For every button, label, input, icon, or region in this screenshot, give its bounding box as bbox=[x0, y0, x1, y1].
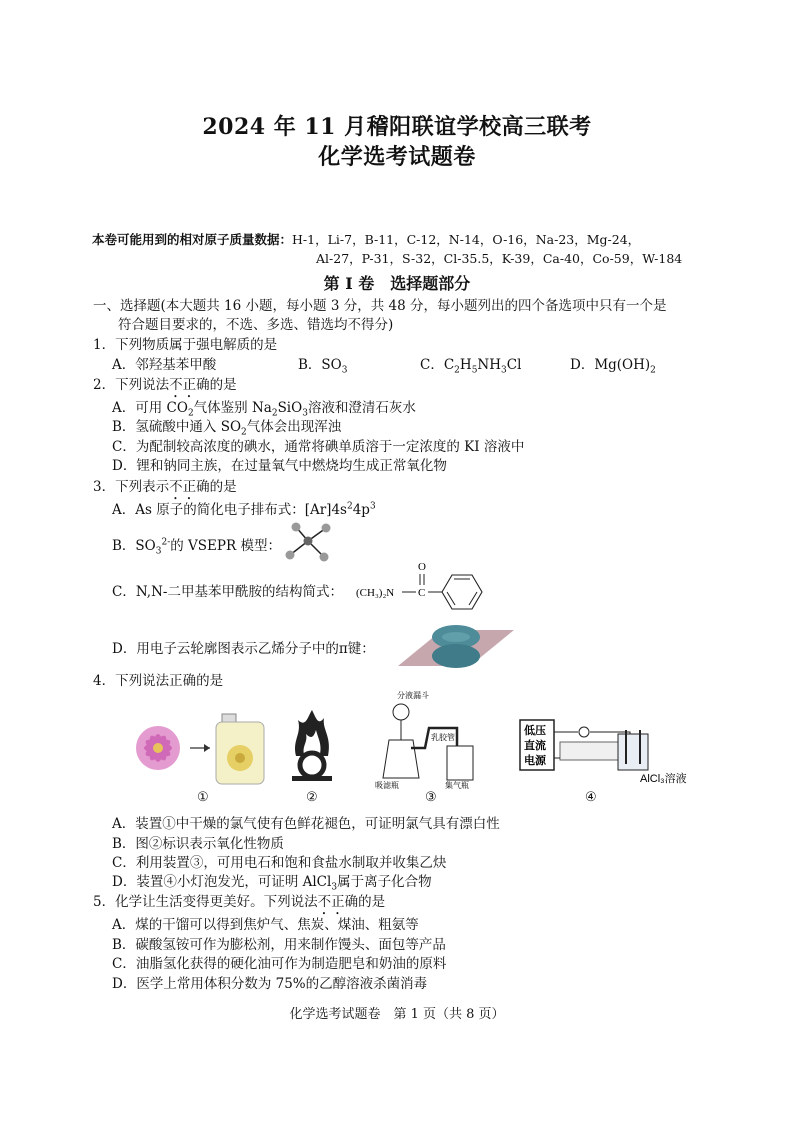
figure-2-oxidizer-symbol bbox=[288, 710, 336, 784]
vsepr-model-figure bbox=[282, 520, 338, 566]
figure-2-label: ② bbox=[306, 790, 318, 805]
figure-4-source-label-1: 低压 bbox=[524, 725, 546, 737]
exam-title: 2024 年 11 月稽阳联谊学校高三联考 bbox=[202, 114, 592, 140]
q3-option-b: B．$SO_3^{2-}$的 VSEPR 模型： bbox=[112, 537, 281, 557]
figure-4-source-label-2: 直流 bbox=[524, 740, 546, 752]
figure-4-source-label-3: 电源 bbox=[524, 755, 546, 767]
figure-3-label-flask: 吸滤瓶 bbox=[375, 781, 399, 790]
figure-3-label-tube: 乳胶管 bbox=[431, 733, 455, 742]
page-footer: 化学选考试题卷 第 1 页（共 8 页） bbox=[289, 1007, 505, 1022]
section-intro-line2: 符合题目要求的，不选、多选、错选均不得分) bbox=[118, 317, 394, 333]
q1-option-c: C．$C_2H_5NH_3Cl$ bbox=[420, 357, 522, 376]
benzamide-structure-figure bbox=[356, 560, 486, 620]
q2-option-c: C．为配制较高浓度的碘水，通常将碘单质溶于一定浓度的 KI 溶液中 bbox=[112, 439, 525, 455]
q1-option-b: B．$SO_3$ bbox=[298, 357, 348, 376]
structure-carbonyl-oxygen: O bbox=[418, 561, 426, 573]
q3-stem: 3．下列表示不正确的是 bbox=[93, 479, 237, 495]
q4-option-d: D．装置④小灯泡发光，可证明 AlCl$_3$属于离子化合物 bbox=[112, 874, 432, 893]
q1-option-d: D．$Mg(OH)_2$ bbox=[570, 357, 656, 376]
q2-option-d: D．锂和钠同主族，在过量氧气中燃烧均生成正常氧化物 bbox=[112, 458, 447, 474]
figure-4-conductivity-apparatus bbox=[518, 718, 718, 788]
figure-4-label: ④ bbox=[585, 790, 597, 805]
section-title: 第 I 卷 选择题部分 bbox=[323, 274, 471, 293]
q4-stem: 4．下列说法正确的是 bbox=[93, 673, 224, 689]
q1-stem: 1．下列物质属于强电解质的是 bbox=[93, 337, 278, 353]
q2-option-b: B．氢硫酸中通入 $SO_2$气体会出现浑浊 bbox=[112, 419, 342, 438]
figure-3-label: ③ bbox=[425, 790, 437, 805]
figure-3-label-bottle: 集气瓶 bbox=[445, 781, 469, 790]
q5-option-c: C．油脂氢化获得的硬化油可作为制造肥皂和奶油的原料 bbox=[112, 956, 447, 972]
section-intro-line1: 一、选择题(本大题共 16 小题，每小题 3 分，共 48 分，每小题列出的四个备选项中只有一个是 bbox=[93, 298, 667, 314]
atomic-mass-label: 本卷可能用到的相对原子质量数据： bbox=[92, 232, 293, 247]
atomic-mass-line1: H-1，Li-7，B-11，C-12，N-14，O-16，Na-23，Mg-24， bbox=[292, 232, 641, 247]
atomic-mass-line2: Al-27，P-31，S-32，Cl-35.5，K-39，Ca-40，Co-59，W-184 bbox=[316, 251, 683, 266]
figure-3-label-funnel: 分液漏斗 bbox=[397, 691, 429, 700]
q5-stem: 5．化学让生活变得更美好。下列说法不正确的是 bbox=[93, 894, 386, 910]
q3-option-c: C．N,N-二甲基苯甲酰胺的结构简式： bbox=[112, 584, 343, 600]
figure-4-solution-label: AlCl₃溶液 bbox=[640, 773, 687, 785]
figure-1-flower-bottle bbox=[130, 700, 270, 790]
q2-stem: 2．下列说法不正确的是 bbox=[93, 377, 237, 393]
q3-option-a: A．As 原子的简化电子排布式：$[Ar]4s^24p^3$ bbox=[112, 501, 376, 518]
q4-option-a: A．装置①中干燥的氯气使有色鲜花褪色，可证明氯气具有漂白性 bbox=[112, 816, 500, 832]
q5-option-d: D．医学上常用体积分数为 75%的乙醇溶液杀菌消毒 bbox=[112, 976, 428, 992]
q1-option-a: A．邻羟基苯甲酸 bbox=[112, 357, 217, 373]
q3-option-d: D．用电子云轮廓图表示乙烯分子中的π键： bbox=[112, 641, 375, 657]
q5-option-a: A．煤的干馏可以得到焦炉气、焦炭、煤油、粗氨等 bbox=[112, 917, 419, 933]
q4-option-c: C．利用装置③，可用电石和饱和食盐水制取并收集乙炔 bbox=[112, 855, 447, 871]
pi-bond-orbital-figure bbox=[398, 622, 514, 670]
q5-option-b: B．碳酸氢铵可作为膨松剂，用来制作馒头、面包等产品 bbox=[112, 937, 446, 953]
atomic-mass-block bbox=[92, 230, 682, 268]
figure-1-label: ① bbox=[197, 790, 209, 805]
q4-option-b: B．图②标识表示氧化性物质 bbox=[112, 836, 284, 852]
structure-carbonyl-carbon: C bbox=[418, 587, 426, 599]
figure-3-gas-apparatus bbox=[375, 690, 485, 790]
q2-option-a: A．可用 $CO_2$气体鉴别 $Na_2SiO_3$溶液和澄清石灰水 bbox=[112, 400, 416, 419]
exam-subtitle: 化学选考试题卷 bbox=[318, 144, 476, 170]
structure-amine-group: (CH₃)₂N bbox=[356, 587, 395, 599]
